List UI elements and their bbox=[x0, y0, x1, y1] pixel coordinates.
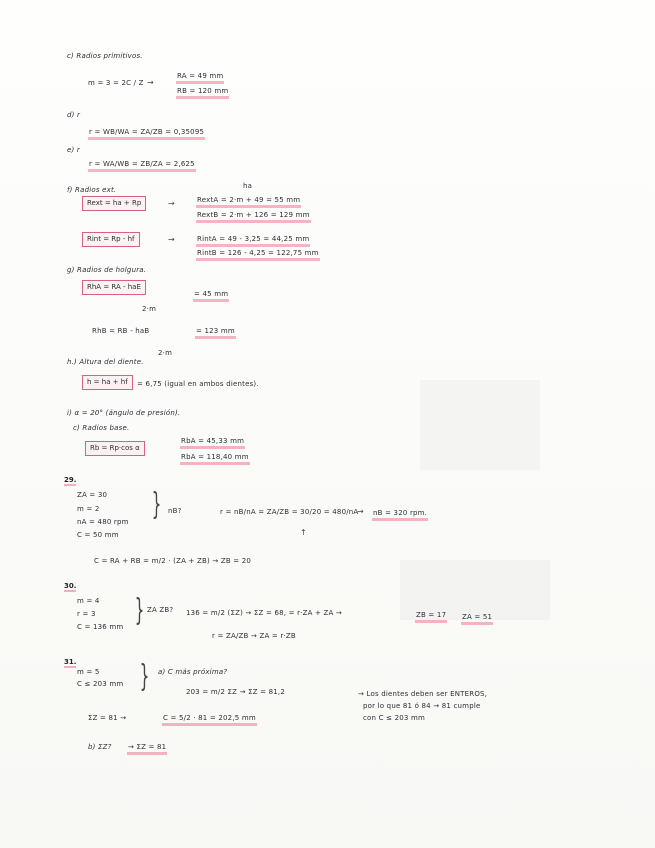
p31-given-1: m = 5 bbox=[77, 668, 100, 676]
problem-30-number: 30. bbox=[64, 582, 77, 590]
section-i-title: i) α = 20° (ángulo de presión). bbox=[67, 409, 181, 417]
p30-given-1: m = 4 bbox=[77, 597, 100, 605]
p29-result: nB = 320 rpm. bbox=[372, 509, 428, 521]
section-f-title: f) Radios ext. bbox=[67, 186, 117, 194]
brace-icon: } bbox=[139, 659, 150, 694]
p30-given-2: r = 3 bbox=[77, 610, 96, 618]
section-d-title: d) r bbox=[67, 111, 81, 119]
p31-question-b: b) ΣZ? bbox=[88, 743, 112, 751]
arrow-icon: → bbox=[168, 199, 175, 208]
formula-box-rint: Rint = Rp - hf bbox=[82, 232, 140, 247]
p31-equation-1: 203 = m/2 ΣZ → ΣZ = 81,2 bbox=[186, 688, 285, 696]
section-c-equation: m = 3 = 2C / Z bbox=[88, 79, 144, 87]
section-c-ra: RA = 49 mm bbox=[176, 72, 224, 84]
section-e-equation: r = WA/WB = ZB/ZA = 2,625 bbox=[88, 160, 196, 172]
section-f-rext-a: RextA = 2·m + 49 = 55 mm bbox=[196, 196, 301, 208]
p30-equation-2: r = ZA/ZB → ZA = r·ZB bbox=[212, 632, 296, 640]
p29-unknown: nB? bbox=[168, 507, 182, 515]
formula-box-rext: Rext = ha + Rp bbox=[82, 196, 146, 211]
formula-box-h: h = ha + hf bbox=[82, 375, 133, 390]
p30-equation: 136 = m/2 (ΣZ) → ΣZ = 68, = r·ZA + ZA → bbox=[186, 609, 342, 617]
arrow-up-icon: ↑ bbox=[300, 528, 307, 537]
section-d-equation: r = WB/WA = ZA/ZB = 0,35095 bbox=[88, 128, 205, 140]
section-g-res2: = 123 mm bbox=[195, 327, 236, 339]
problem-29-number: 29. bbox=[64, 476, 77, 484]
section-f-rint-b: RintB = 126 - 4,25 = 122,75 mm bbox=[196, 249, 320, 261]
p31-note-1: → Los dientes deben ser ENTEROS, bbox=[358, 690, 488, 698]
section-e-title: e) r bbox=[67, 146, 80, 154]
p31-given-2: C ≤ 203 mm bbox=[77, 680, 124, 688]
p29-given-3: nA = 480 rpm bbox=[77, 518, 129, 526]
section-i-rb-a: RbA = 45,33 mm bbox=[180, 437, 245, 449]
section-f-rint-a: RintA = 49 - 3,25 = 44,25 mm bbox=[196, 235, 310, 247]
p29-equation: r = nB/nA = ZA/ZB = 30/20 = 480/nA bbox=[220, 508, 359, 516]
p29-given-2: m = 2 bbox=[77, 505, 100, 513]
brace-icon: } bbox=[134, 593, 145, 628]
p31-result-b: → ΣZ = 81 bbox=[127, 743, 167, 755]
p30-result-za: ZA = 51 bbox=[461, 613, 493, 625]
section-h-result: = 6,75 (igual en ambos dientes). bbox=[137, 380, 259, 388]
section-g-title: g) Radios de holgura. bbox=[67, 266, 147, 274]
section-g-under1: 2·m bbox=[142, 305, 157, 313]
p31-result-c: C = 5/2 · 81 = 202,5 mm bbox=[162, 714, 257, 726]
section-i-subtitle: c) Radios base. bbox=[73, 424, 130, 432]
p31-note-3: con C ≤ 203 mm bbox=[363, 714, 426, 722]
section-f-ha-label: ha bbox=[243, 182, 253, 190]
p29-given-4: C = 50 mm bbox=[77, 531, 119, 539]
p30-unknown: ZA ZB? bbox=[147, 606, 174, 614]
problem-31-number: 31. bbox=[64, 658, 77, 666]
formula-box-rb: Rb = Rp·cos α bbox=[85, 441, 145, 456]
p31-note-2: por lo que 81 ó 84 → 81 cumple bbox=[363, 702, 481, 710]
section-g-under2: 2·m bbox=[158, 349, 173, 357]
p31-equation-2: ΣZ = 81 → bbox=[88, 714, 127, 722]
section-h-title: h.) Altura del diente. bbox=[67, 358, 144, 366]
p30-result-zb: ZB = 17 bbox=[415, 611, 447, 623]
p31-question-a: a) C más próxima? bbox=[158, 668, 228, 676]
arrow-icon: → bbox=[168, 235, 175, 244]
formula-box-rha: RhA = RA - haE bbox=[82, 280, 146, 295]
p29-equation-2: C = RA + RB = m/2 · (ZA + ZB) → ZB = 20 bbox=[94, 557, 252, 565]
section-c-title: c) Radios primitivos. bbox=[67, 52, 143, 60]
arrow-icon: → bbox=[357, 507, 364, 516]
arrow-icon: → bbox=[147, 78, 154, 87]
section-f-rext-b: RextB = 2·m + 126 = 129 mm bbox=[196, 211, 311, 223]
section-g-res1: = 45 mm bbox=[193, 290, 229, 302]
p29-given-1: ZA = 30 bbox=[77, 491, 108, 499]
section-g-eq2: RhB = RB - haB bbox=[92, 327, 150, 335]
section-c-rb: RB = 120 mm bbox=[176, 87, 229, 99]
brace-icon: } bbox=[151, 487, 162, 522]
p30-given-3: C = 136 mm bbox=[77, 623, 124, 631]
section-i-rb-b: RbA = 118,40 mm bbox=[180, 453, 250, 465]
bleed-through-mark bbox=[420, 380, 540, 470]
